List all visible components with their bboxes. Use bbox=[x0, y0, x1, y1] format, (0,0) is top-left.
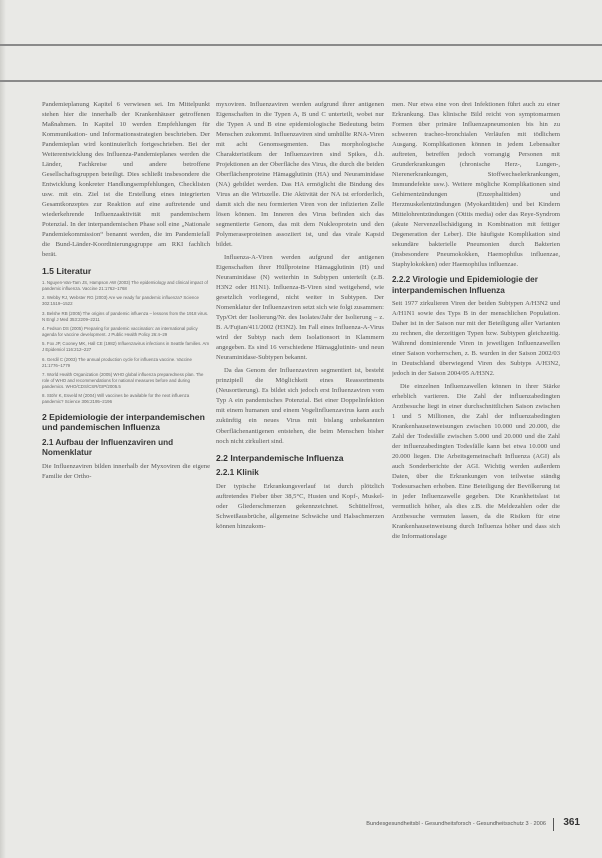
header-rule-bottom bbox=[0, 80, 602, 82]
header-rule-top bbox=[0, 44, 602, 46]
body-paragraph: myxoviren. Influenzaviren werden aufgrund ihrer antigenen Eigenschaften in die Typen A, B und C unterteilt, wobei nur die Typen A und B eine epidemiologische Bedeutung beim Menschen zukommt. Influenzaviren sind umhüllte RNA-Viren mit acht Genomsegmenten. Das morphologische Charakteristikum der Influenzaviren sind Spikes, d.h. Projektionen an der Oberfläche des Virus, die durch die beiden Oberflächenproteine Hämagglutinin (HA) und Neuraminidase (NA) gebildet werden. Das HA ermöglicht die Bindung des Virus an die Wirtszelle. Die Aktivität der NA ist erforderlich, damit sich die neu formierten Viren von der infizierten Zelle lösen können. Im Inneren des Virus befinden sich das segmentierte Genom, das mit dem Nukleoprotein und den Polymeraseproteinen assoziiert ist, und das virale Kapsid bildet. bbox=[216, 101, 384, 249]
text-column-right bbox=[392, 100, 560, 812]
section-heading-2: 2 Epidemiologie der interpandemischen und pandemischen Influenza bbox=[42, 411, 205, 433]
reference-item: 5. Fox JP, Cooney MK, Hall CE (1982) Influenzavirus infections in Seattle families. Am J Epidemiol 116:212–227 bbox=[42, 341, 210, 353]
page-footer bbox=[360, 818, 590, 832]
reference-item: 6. Gerdil C (2003) The annual production cycle for influenza vaccine. Vaccine 21:1776–1779 bbox=[42, 356, 192, 368]
reference-item: 2. Webby RJ, Webster RG (2003) Are we ready for pandemic influenza? Science 302:1519–1522 bbox=[42, 295, 200, 307]
subsection-heading-2-1: 2.1 Aufbau der Influenzaviren und Nomenklatur bbox=[42, 438, 174, 458]
body-paragraph: men. Nur etwa eine von drei Infektionen führt auch zu einer Erkrankung. Das klinische Bild reicht von symptomarmen Formen über primäre Influenzapneumonien bis hin zu schweren tracheo-bronchialen Verläufen mit tödlichem Ausgang. Komplikationen können in jedem Lebensalter auftreten, betreffen jedoch vorrangig Personen mit Grunderkrankungen (chronische Herz-, Lungen-, Nierenerkrankungen, Stoffwechselerkrankungen, Immundefekte usw.). Weitere mögliche Komplikationen sind Gehirnentzündungen (Enzephalitiden) und Herzmuskelentzündungen (Myokarditiden) und bei Kindern Mittelohrentzündungen (Otitis media) oder das Reye-Syndrom (akute Nervenzellschädigung in Kombination mit fettiger Degeneration der Leber). Die häufigste Komplikation sind sekundäre bakterielle Pneumonien durch Bakterien (insbesondere Pneumokokken, Haemophilus influenzae, Staphylokokken) oder Haemophilus influenzae. bbox=[392, 101, 560, 269]
body-paragraph: Die Influenzaviren bilden innerhalb der Myxoviren die eigene Familie der Ortho- bbox=[42, 462, 210, 480]
text-column-middle bbox=[216, 100, 384, 812]
subsection-heading-2-2-2: 2.2.2 Virologie und Epidemiologie der interpandemischen Influenza bbox=[392, 275, 538, 295]
journal-citation: Bundesgesundheitsbl - Gesundheitsforsch - Gesundheitsschutz 3 · 2006 bbox=[366, 821, 546, 827]
section-heading-2-2: 2.2 Interpandemische Influenza bbox=[216, 452, 344, 463]
reference-item: 3. Belshe RB (2005) The origins of pandemic influenza – lessons from the 1918 virus. N Engl J Med 353:2209–2211 bbox=[42, 310, 209, 322]
body-paragraph: Die einzelnen Influenzawellen können in ihrer Stärke erheblich variieren. Die Zahl der influenzabedingten Arztbesuche liegt in einer durchschnittlichen Saison zwischen 1 und 5 Millionen, die Zahl der influenzabedingten Krankenhauseinweisungen zwischen 10.000 und 20.000, die Zahl der Todesfälle zwischen 5.000 und 20.000 und die Zahl der influenzabedingten Todesfälle kann bei etwa 10.000 und 20.000 liegen. Die Arbeitsgemeinschaft Influenza (AGI) als auch Sonderberichte der AGI. Wichtig werden außerdem Daten, über die Erkrankungen von teilweise ständig Todesursachen erhoben. Eine Beteiligung der Bevölkerung ist in jeder Influenzawelle gegeben. Die Krankheitslast ist vermutlich höher, als dies z.B. die Meldezahlen oder die Arztbesuche vermuten lassen, da die Risiken für eine Krankenhauseinweisung durch Influenza höher und dass sich die Informationslage bbox=[392, 382, 560, 541]
body-paragraph: Seit 1977 zirkulieren Viren der beiden Subtypen A/H3N2 und A/H1N1 sowie des Typs B in der menschlichen Population. Daher ist in der Saison nur mit der Beteiligung aller Varianten zu rechnen, die derzeitigen Typen bzw. Subtypen gleichzeitig. Während dominierende Viren in jeweiligen Influenzawellen einer Saison vorherrschen, z. B. wurden in der Saison 2002/03 in Deutschland überwiegend Viren des Subtyps A/H3N2, jedoch in der Saison 2004/05 A/H3N2. bbox=[392, 299, 560, 377]
page-number: 361 bbox=[563, 817, 580, 828]
footer-divider bbox=[553, 818, 554, 831]
body-paragraph: Der typische Erkrankungsverlauf ist durch plötzlich auftretendes Fieber über 38,5°C, Husten und Kopf-, Muskel- oder Gliederschmerzen gekennzeichnet. Schüttelfrost, Schweißausbrüche, allgemeine Schwäche und Halsschmerzen können hinzukom- bbox=[216, 482, 384, 530]
reference-item: 8. Stöhr K, Esveld M (2004) Will vaccines be available for the next influenza pandemic? Science 306:2195–2196 bbox=[42, 393, 190, 405]
reference-item: 7. World Health Organization (2005) WHO global influenza preparedness plan. The role of WHO and recommendations for national measures before and during pandemics. WHO/CDS/CSR/GIP/2005.5 bbox=[42, 371, 204, 390]
text-column-left bbox=[42, 100, 210, 812]
reference-item: 1. Nguyen-Van-Tam JS, Hampson AW (2003) The epidemiology and clinical impact of pandemic influenza. Vaccine 21:1762–1768 bbox=[42, 279, 208, 292]
body-paragraph: Pandemieplanung Kapitel 6 verwiesen sei. Im Mittelpunkt stehen hier die innerhalb der Krankenhäuser getroffenen Maßnahmen. In Kapitel 10 werden Empfehlungen für Kommunikation- und Informationsstrategien beschrieben. Der Pandemieplan wird kontinuierlich fortgeschrieben. Bei der Weiterentwicklung des Influenza-Pandemieplanes werden die Länder, Fachkreise und andere betroffene Gesellschaftsgruppen beteiligt. Dies schließt insbesondere die Entwicklung konkreter Handlungsempfehlungen, Checklisten usw. mit ein. Ziel ist die Erstellung eines integrierten Gesamtkonzeptes zur Reaktion auf eine auftretende und wiederkehrende Influenzaaktivität mit pandemischem Potenzial. In der interpandemischen Phase soll eine „Nationale Pandemiekommission“ benannt werden, die im Pandemiefall die Bund-Länder-Koordinierungsgruppe am RKI fachlich berät. bbox=[42, 101, 210, 259]
subsection-heading-2-2-1: 2.2.1 Klinik bbox=[216, 468, 259, 478]
reference-item: 4. Fedson DS (2005) Preparing for pandemic vaccination: an international policy agenda for vaccine development. J Public Health Policy 26:4–29 bbox=[42, 325, 198, 338]
section-heading-literature: 1.5 Literatur bbox=[42, 266, 92, 277]
reference-list bbox=[42, 280, 210, 406]
body-paragraph: Da das Genom der Influenzaviren segmentiert ist, besteht prinzipiell die Möglichkeit eines Reassortments (Neusortierung). Es bildet sich jedoch erst Influenzaviren vom Typ A ein pandemisches Potenzial. Bei einer Doppelinfektion mit einem humanen und einem Vogelinfluenzavirus kann auch zukünftig ein neues Virus mit bislang unbekannten Oberflächenantigenen entstehen, die beim Menschen bisher noch nicht zirkuliert sind. bbox=[216, 367, 384, 445]
body-paragraph: Influenza-A-Viren werden aufgrund der antigenen Eigenschaften ihrer Hüllproteine Hämagglutinin (H) und Neuraminidase (N) weiterhin in Subtypen unterteilt (z.B. H3N2 oder H1N1). Influenza-B-Viren sind weitgehend, wie gesetzlich vorliegend, nicht weiter in Subtypen. Der Nomenklatur der Influenzaviren setzt sich wie folgt zusammen: Typ/Ort der Isolierung/Nr. des Isolates/Jahr der Isolierung – z. B. A/Fujian/411/2002 (H3N2). Im Fall eines Influenza-A-Virus wird der Subtyp nach dem Isolationsort in Klammern angegeben. Es sind 16 verschiedene Hämagglutinin- und neun Neuraminidase-Subtypen bekannt. bbox=[216, 254, 384, 362]
page-scan-edge bbox=[0, 0, 6, 858]
